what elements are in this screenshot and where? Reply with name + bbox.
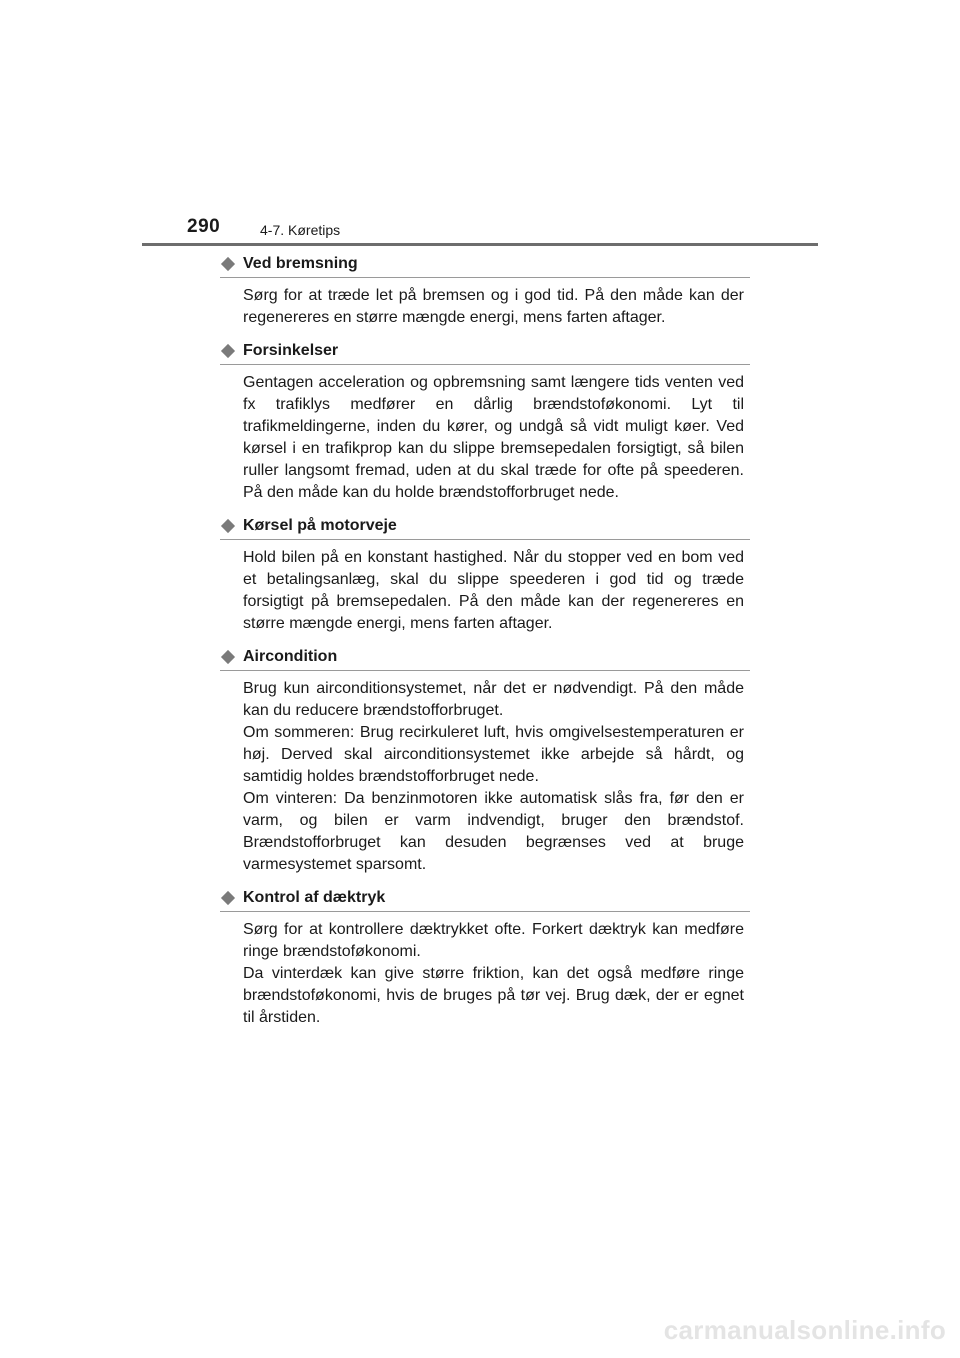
page-number: 290 xyxy=(187,216,221,237)
section-title: Kørsel på motorveje xyxy=(243,517,397,534)
paragraph: Gentagen acceleration og opbremsning samt længere tids venten ved fx trafiklys medfører en dårlig brændstoføkonomi. Lyt til trafikmeldingerne, inden du kører, og undgå så vidt muligt køer. Ved kørsel i en trafikprop kan du slippe bremsepedalen forsigtigt, så bilen ruller langsomt fremad, uden at du skal træde for ofte på speederen. På den måde kan du holde brændstofforbruget nede. xyxy=(243,374,744,501)
paragraph: Sørg for at kontrollere dæktrykket ofte. Forkert dæktryk kan medføre ringe brændstoføkonomi. xyxy=(243,921,744,960)
diamond-bullet-icon xyxy=(221,257,235,271)
section-title: Forsinkelser xyxy=(243,342,339,359)
section-header xyxy=(220,514,750,540)
section-header xyxy=(220,645,750,671)
section-braking xyxy=(220,252,750,329)
diamond-bullet-icon xyxy=(221,650,235,664)
paragraph: Om sommeren: Brug recirkuleret luft, hvis omgivelsestemperaturen er høj. Derved skal airconditionsystemet ikke arbejde så hårdt, og samtidig holdes brændstofforbruget nede. xyxy=(243,724,744,785)
paragraph: Brug kun airconditionsystemet, når det er nødvendigt. På den måde kan du reducere brændstofforbruget. xyxy=(243,680,744,719)
watermark: carmanualsonline.info xyxy=(663,1315,946,1345)
paragraph: Hold bilen på en konstant hastighed. Når du stopper ved en bom ved et betalingsanlæg, skal du slippe speederen i god tid og træde forsigtigt på bremsepedalen. På den måde kan der regenereres en større mængde energi, mens farten aftager. xyxy=(243,549,744,632)
section-motorway xyxy=(220,514,750,635)
section-title: Aircondition xyxy=(243,648,338,665)
section-delays xyxy=(220,339,750,504)
section-header xyxy=(220,886,750,912)
section-title: Ved bremsning xyxy=(243,255,358,272)
paragraph: Sørg for at træde let på bremsen og i god tid. På den måde kan der regenereres en større mængde energi, mens farten aftager. xyxy=(243,287,744,326)
paragraph: Om vinteren: Da benzinmotoren ikke automatisk slås fra, før den er varm, og bilen er varm indvendigt, bruger den brændstof. Brændstofforbruget kan desuden begrænses ved at bruge varmesystemet sparsomt. xyxy=(243,790,744,873)
section-tire-pressure xyxy=(220,886,750,1029)
diamond-bullet-icon xyxy=(221,519,235,533)
section-header xyxy=(220,252,750,278)
chapter-title: 4-7. Køretips xyxy=(260,222,341,238)
header-rule xyxy=(142,243,818,246)
section-title: Kontrol af dæktryk xyxy=(243,889,386,906)
diamond-bullet-icon xyxy=(221,891,235,905)
section-aircondition xyxy=(220,645,750,876)
paragraph: Da vinterdæk kan give større friktion, kan det også medføre ringe brændstoføkonomi, hvis de bruges på tør vej. Brug dæk, der er egnet til årstiden. xyxy=(243,965,744,1026)
diamond-bullet-icon xyxy=(221,344,235,358)
section-header xyxy=(220,339,750,365)
main-content xyxy=(220,252,750,1039)
